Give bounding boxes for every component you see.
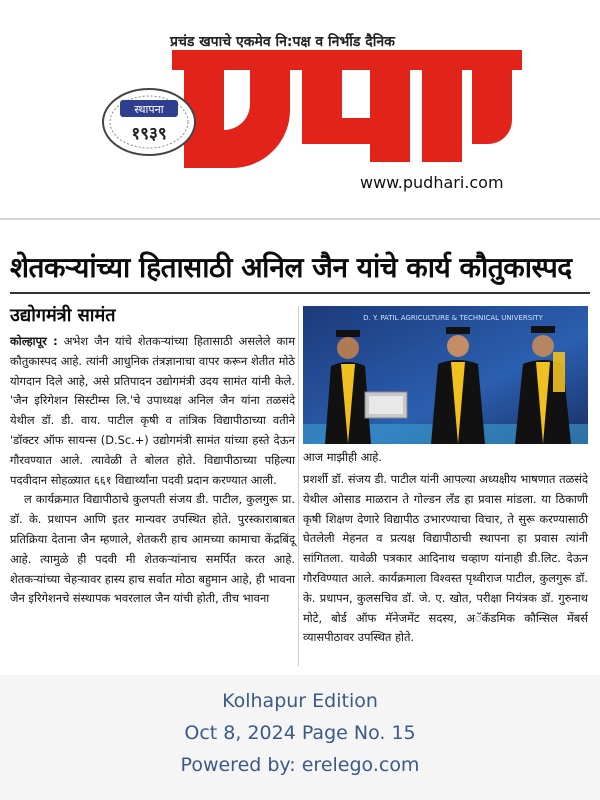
article-paragraph-1-text: अभेश जैन यांचे शेतकऱ्यांच्या हितासाठी असलेले काम कौतुकास्पद आहे. त्यांनी आधुनिक तंत्रज्ञानाचा वापर करून शेतीत मोठे योगदान दिले आहे, असे प्रतिपादन उद्योगमंत्री उदय सामंत यांनी केले. 'जैन इरिगेशन सिस्टीम्स लि.'चे उपाध्यक्ष अनिल जैन यांना तळसंदे येथील डॉ. डी. वाय. पाटील कृषी व तांत्रिक विद्यापीठाच्या वतीने 'डॉक्टर ऑफ सायन्स (D.Sc.+) उद्योगमंत्री सामंत यांच्या हस्ते देऊन गौरवण्यात आले. त्यावेळी ते बोलत होते. विद्यापीठाच्या पहिल्या पदवीदान सोहळ्यात ६६१ विद्यार्थ्यांना पदवी प्रदान करण्यात आली. <box>10 334 296 487</box>
seal-year: १९३९ <box>131 124 167 144</box>
article-column-left <box>10 332 295 609</box>
edition-label: Kolhapur Edition <box>222 690 378 712</box>
headline-underline <box>10 292 590 294</box>
powered-by-prefix: Powered by: <box>180 754 302 776</box>
powered-by-link[interactable]: erelego.com <box>301 754 420 776</box>
article-headline: शेतकऱ्यांच्या हितासाठी अनिल जैन यांचे कार्य कौतुकास्पद <box>10 251 572 284</box>
convocation-photo <box>303 306 588 444</box>
established-seal <box>100 86 198 158</box>
page-info: Oct 8, 2024 Page No. 15 <box>184 722 416 744</box>
pudhari-logo <box>172 50 522 168</box>
newspaper-masthead <box>0 0 600 205</box>
article-dateline: कोल्हापूर : <box>10 334 58 348</box>
powered-by <box>0 754 600 776</box>
website-url: www.pudhari.com <box>360 173 504 192</box>
article-paragraph-1 <box>10 332 295 490</box>
article-paragraph-2: ल कार्यक्रमात विद्यापीठाचे कुलपती संजय डी. पाटील, कुलगुरू प्रा. डॉ. के. प्रधापन आणि इतर मान्यवर उपस्थित होते. पुरस्काराबाबत प्रतिक्रिया देताना जैन म्हणाले, शेतकरी हाच आमच्या कामाचा केंद्रबिंदू आहे. त्यामुळे ही पदवी मी शेतकऱ्यांनाच समर्पित करत आहे. शेतकऱ्यांच्या चेहऱ्यावर हास्य हाच सर्वात मोठा बहुमान आहे, ही भावना जैन इरिगेशनचे संस्थापक भवरलाल जैन यांची होती, तीच भावना <box>10 492 295 606</box>
column-divider <box>298 306 299 666</box>
masthead-tagline: प्रचंड खपाचे एकमेव नि:पक्ष व निर्भीड दैनिक <box>170 34 395 50</box>
photo-banner: D. Y. PATIL AGRICULTURE & TECHNICAL UNIVERSITY <box>363 314 543 322</box>
photo-caption: आज माझीही आहे. <box>303 450 382 464</box>
article-column-right <box>303 470 588 648</box>
article-subhead: उद्योगमंत्री सामंत <box>10 305 116 326</box>
seal-label: स्थापना <box>134 103 164 116</box>
masthead-divider <box>0 218 600 220</box>
article-paragraph-3: प्रशर्शी डॉ. संजय डी. पाटील यांनी आपल्या अध्यक्षीय भाषणात तळसंदे येथील ओसाड माळरान ते गोल्डन लँड हा प्रवास मांडला. या ठिकाणी कृषी शिक्षण देणारे विद्यापीठ उभारण्याचा विचार, ते सुरू करण्यासाठी घेतलेली मेहनत व प्रत्यक्ष विद्यापीठाची स्थापना हा प्रवास त्यांनी सांगितला. यावेळी पत्रकार आदिनाथ चव्हाण यांनाही डी.लिट. देऊन गौरविण्यात आले. कार्यक्रमाला विश्वस्त पृथ्वीराज पाटील, कुलगुरू डॉ. के. प्रधापन, कुलसचिव डॉ. जे. ए. खोत, परीक्षा नियंत्रक डॉ. गुरुनाथ मोटे, बोर्ड ऑफ मॅनेजमेंट सदस्य, अॅकॅडमिक कौन्सिल मेंबर्स व्यासपीठावर उपस्थित होते. <box>303 472 588 645</box>
